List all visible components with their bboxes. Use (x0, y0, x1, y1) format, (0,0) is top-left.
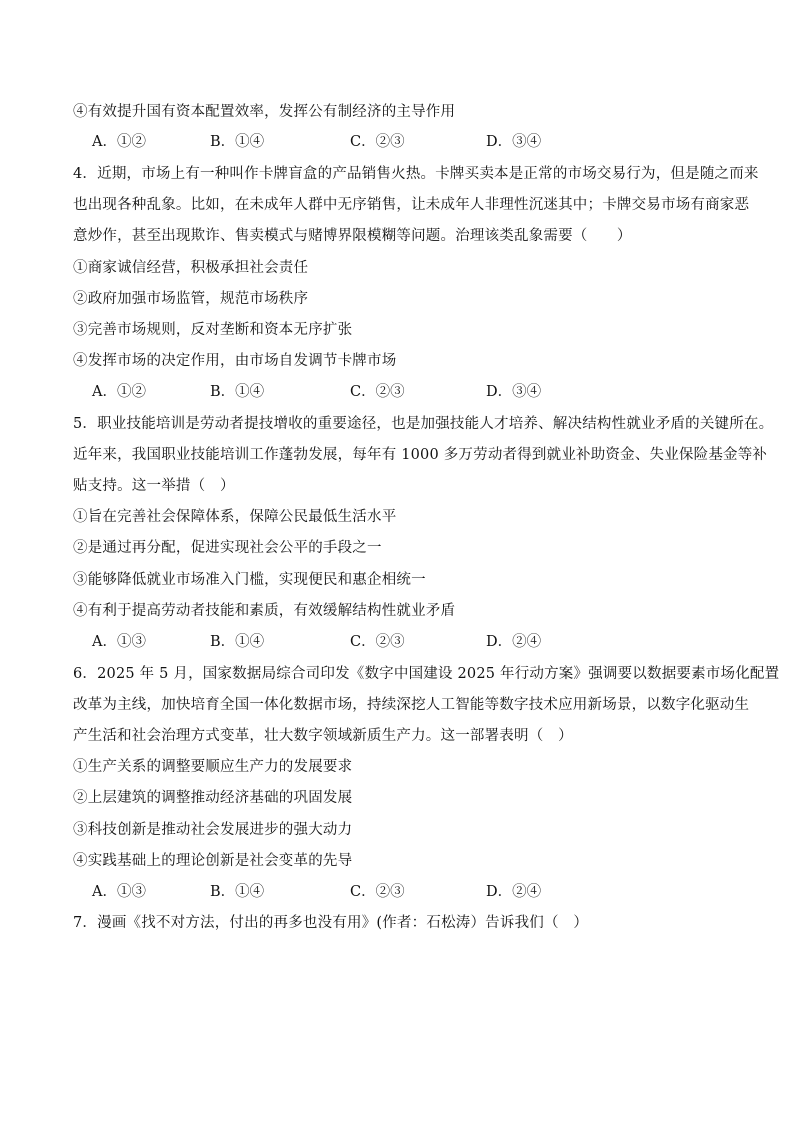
q4-statement-1: ①商家诚信经营，积极承担社会责任 (73, 260, 309, 276)
q6-stem-line-1: 6．2025 年 5 月，国家数据局综合司印发《数字中国建设 2025 年行动方案》强调要以数据要素市场化配置 (73, 666, 780, 682)
q6-option-d: D．②④ (486, 884, 542, 900)
q5-option-c: C．②③ (350, 634, 405, 650)
q4-stem-line-3: 意炒作，甚至出现欺诈、售卖模式与赌博界限模糊等问题。治理该类乱象需要（ ） (73, 228, 632, 244)
q3-options (92, 132, 692, 152)
q4-statement-2: ②政府加强市场监管，规范市场秩序 (73, 291, 309, 307)
q6-statement-1: ①生产关系的调整要顺应生产力的发展要求 (73, 759, 353, 775)
q5-options (92, 632, 692, 652)
q5-statement-2: ②是通过再分配，促进实现社会公平的手段之一 (73, 540, 382, 556)
q4-options (92, 382, 692, 402)
q3-option-c: C．②③ (350, 134, 405, 150)
q5-statement-3: ③能够降低就业市场准入门槛，实现便民和惠企相统一 (73, 572, 426, 588)
q6-statement-3: ③科技创新是推动社会发展进步的强大动力 (73, 822, 353, 838)
q6-statement-4: ④实践基础上的理论创新是社会变革的先导 (73, 853, 353, 869)
q6-stem-line-2: 改革为主线，加快培育全国一体化数据市场，持续深挖人工智能等数字技术应用新场景，以数字化驱动生 (73, 697, 750, 713)
q4-stem-line-1: 4．近期，市场上有一种叫作卡牌盲盒的产品销售火热。卡牌买卖本是正常的市场交易行为，但是随之而来 (73, 166, 759, 182)
q4-option-c: C．②③ (350, 384, 405, 400)
q5-stem-line-3: 贴支持。这一举措（ ） (73, 478, 235, 494)
q4-option-b: B．①④ (210, 384, 265, 400)
q4-statement-4: ④发挥市场的决定作用，由市场自发调节卡牌市场 (73, 353, 397, 369)
q6-stem-line-3: 产生活和社会治理方式变革，壮大数字领域新质生产力。这一部署表明（ ） (73, 728, 573, 744)
q6-statement-2: ②上层建筑的调整推动经济基础的巩固发展 (73, 790, 353, 806)
q3-option-a: A．①② (92, 134, 146, 150)
q6-option-b: B．①④ (210, 884, 265, 900)
q5-option-a: A．①③ (92, 634, 146, 650)
q4-statement-3: ③完善市场规则，反对垄断和资本无序扩张 (73, 322, 353, 338)
q6-option-c: C．②③ (350, 884, 405, 900)
q7-stem: 7．漫画《找不对方法，付出的再多也没有用》(作者：石松涛）告诉我们（ ） (73, 915, 589, 931)
q3-option-b: B．①④ (210, 134, 265, 150)
q4-option-d: D．③④ (486, 384, 542, 400)
q5-statement-1: ①旨在完善社会保障体系，保障公民最低生活水平 (73, 509, 397, 525)
q4-stem-line-2: 也出现各种乱象。比如，在未成年人群中无序销售，让未成年人非理性沉迷其中；卡牌交易市场有商家恶 (73, 197, 750, 213)
q5-stem-line-1: 5．职业技能培训是劳动者提技增收的重要途径，也是加强技能人才培养、解决结构性就业矛盾的关键所在。 (73, 416, 774, 432)
q6-options (92, 882, 692, 902)
q6-option-a: A．①③ (92, 884, 146, 900)
q3-statement-4: ④有效提升国有资本配置效率，发挥公有制经济的主导作用 (73, 104, 456, 120)
q5-statement-4: ④有利于提高劳动者技能和素质，有效缓解结构性就业矛盾 (73, 603, 456, 619)
q4-option-a: A．①② (92, 384, 146, 400)
q3-option-d: D．③④ (486, 134, 542, 150)
q5-option-d: D．②④ (486, 634, 542, 650)
q5-stem-line-2: 近年来，我国职业技能培训工作蓬勃发展，每年有 1000 多万劳动者得到就业补助资金、失业保险基金等补 (73, 447, 768, 463)
q5-option-b: B．①④ (210, 634, 265, 650)
